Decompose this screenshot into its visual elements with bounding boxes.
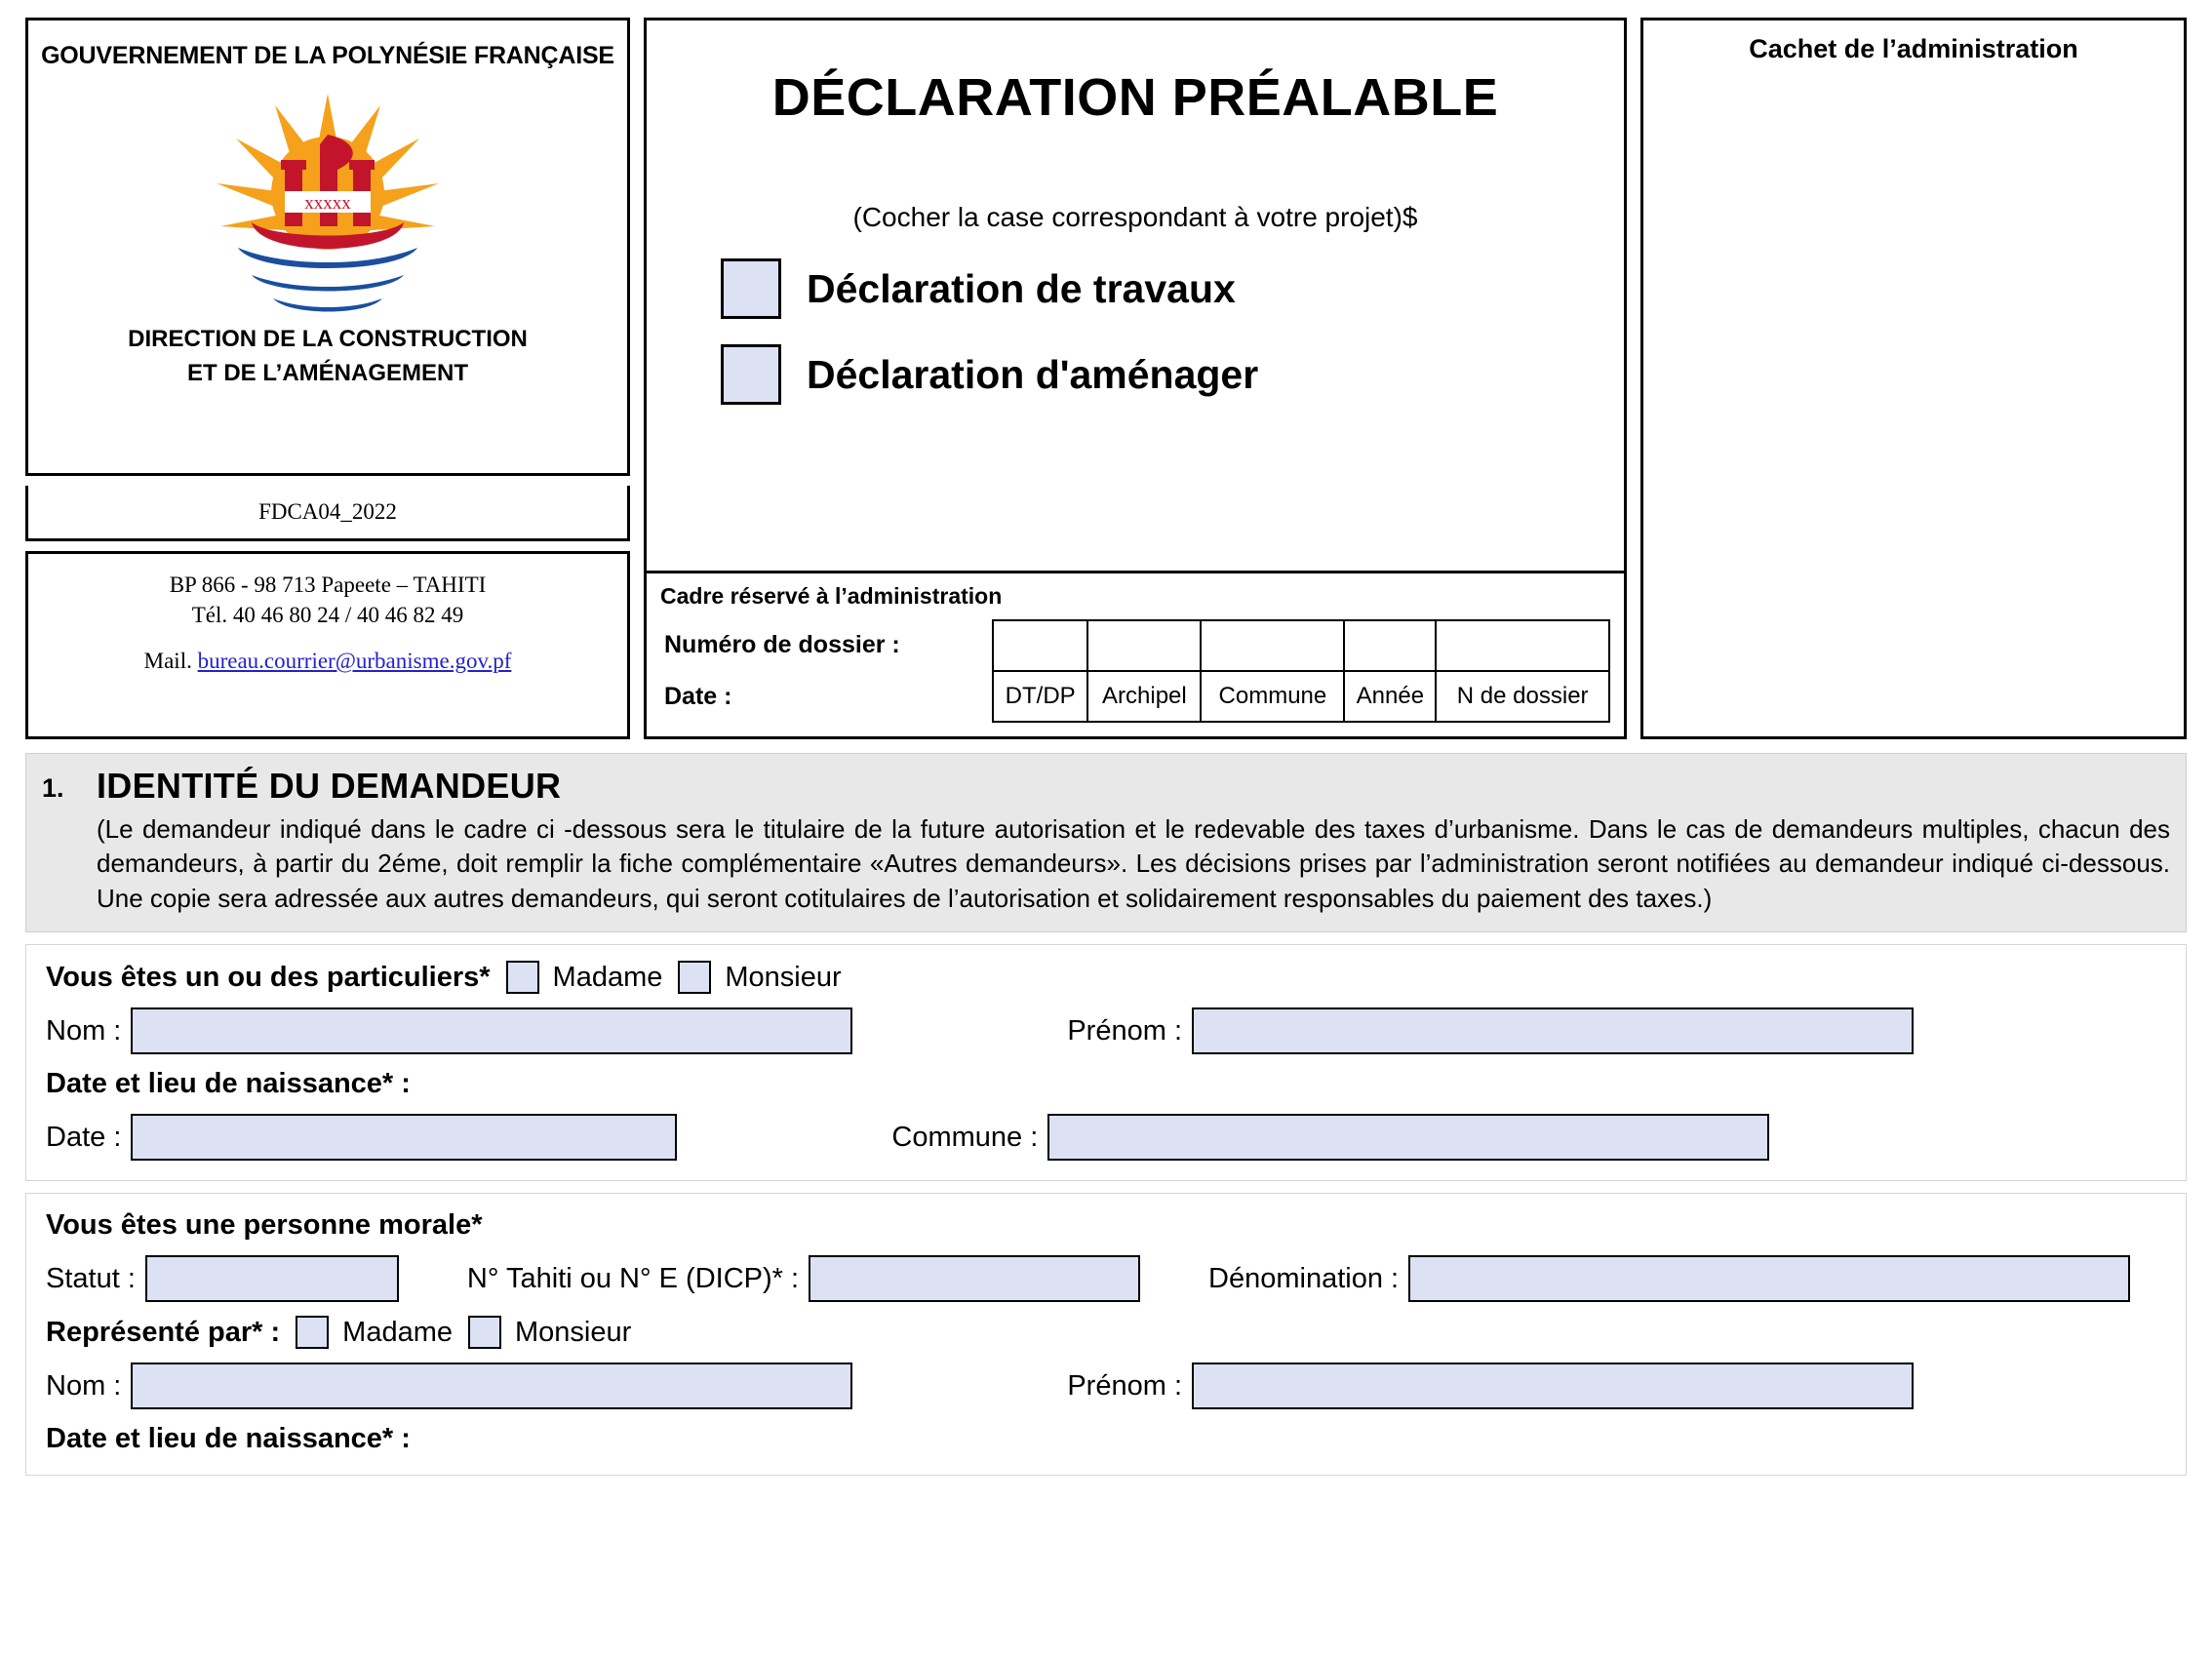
header-center-column bbox=[644, 18, 1627, 739]
government-identity-box bbox=[25, 18, 630, 476]
cachet-box bbox=[1640, 18, 2187, 739]
checkbox-morale-madame[interactable] bbox=[296, 1316, 329, 1349]
checkbox-declaration-travaux[interactable] bbox=[721, 258, 781, 319]
admin-cell-dtdp-value[interactable] bbox=[993, 620, 1087, 671]
admin-cell-archipel-value[interactable] bbox=[1087, 620, 1201, 671]
label-morale-represente: Représenté par* : bbox=[46, 1316, 281, 1348]
label-morale-tahiti: N° Tahiti ou N° E (DICP)* : bbox=[466, 1262, 800, 1294]
section-1-number: 1. bbox=[42, 773, 64, 803]
checkbox-particulier-madame[interactable] bbox=[506, 961, 539, 994]
label-particulier-naissance: Date et lieu de naissance* : bbox=[46, 1068, 411, 1100]
direction-line-2: ET DE L’AMÉNAGEMENT bbox=[186, 360, 468, 387]
particuliers-name-row bbox=[46, 1007, 2166, 1054]
label-particulier-prenom: Prénom : bbox=[1067, 1014, 1183, 1047]
option-declaration-amenager[interactable] bbox=[676, 344, 1595, 405]
government-title: GOUVERNEMENT DE LA POLYNÉSIE FRANÇAISE bbox=[41, 42, 614, 69]
morale-naissance-label-row bbox=[46, 1423, 2166, 1455]
label-particulier-monsieur: Monsieur bbox=[725, 961, 842, 993]
mail-row bbox=[36, 646, 619, 676]
input-particulier-date[interactable] bbox=[131, 1114, 677, 1161]
option-travaux-label: Déclaration de travaux bbox=[807, 265, 1236, 311]
section-1-description: (Le demandeur indiqué dans le cadre ci -dessous sera le titulaire de la future autorisation et le redevable des taxes d’urbanisme. Dans le cas de demandeurs multiples, chacun des demandeurs, à partir du 2éme, doit remplir la fiche complémentaire «Autres demandeurs». Les décisions prises par l’administration seront notifiées au demandeur indiqué ci-dessous. Une copie sera adressée aux autres demandeurs, qui seront cotitulaires de l’autorisation et solidairement responsables du paiement des taxes.) bbox=[97, 814, 2170, 913]
morale-heading-row bbox=[46, 1209, 2166, 1242]
checkbox-morale-monsieur[interactable] bbox=[468, 1316, 501, 1349]
page-title: DÉCLARATION PRÉALABLE bbox=[771, 68, 1499, 127]
input-particulier-commune[interactable] bbox=[1047, 1114, 1769, 1161]
admin-block-title: Cadre réservé à l’administration bbox=[660, 583, 1003, 609]
morale-statut-row bbox=[46, 1255, 2166, 1302]
label-particulier-date: Date : bbox=[46, 1121, 122, 1153]
direction-line-1: DIRECTION DE LA CONSTRUCTION bbox=[128, 326, 528, 352]
title-instruction: (Cocher la case correspondant à votre projet)$ bbox=[852, 202, 1418, 232]
admin-reserved-block bbox=[644, 573, 1627, 739]
morale-name-row bbox=[46, 1363, 2166, 1409]
checkbox-declaration-amenager[interactable] bbox=[721, 344, 781, 405]
label-morale-naissance: Date et lieu de naissance* : bbox=[46, 1423, 411, 1455]
admin-col-commune: Commune bbox=[1201, 671, 1344, 722]
cachet-title: Cachet de l’administration bbox=[1749, 34, 2078, 63]
mail-label: Mail. bbox=[143, 649, 192, 674]
panel-personne-morale bbox=[25, 1193, 2187, 1476]
label-particulier-nom: Nom : bbox=[46, 1014, 122, 1047]
checkbox-particulier-monsieur[interactable] bbox=[678, 961, 711, 994]
section-1-header bbox=[25, 753, 2187, 932]
admin-label-date: Date : bbox=[664, 683, 732, 710]
label-morale-monsieur: Monsieur bbox=[514, 1316, 632, 1348]
label-particulier-madame: Madame bbox=[552, 961, 663, 993]
form-code: FDCA04_2022 bbox=[25, 486, 630, 541]
admin-cell-commune-value[interactable] bbox=[1201, 620, 1344, 671]
admin-col-archipel: Archipel bbox=[1087, 671, 1201, 722]
title-box bbox=[644, 18, 1627, 573]
label-morale-denomination: Dénomination : bbox=[1208, 1262, 1400, 1294]
morale-heading: Vous êtes une personne morale* bbox=[46, 1209, 483, 1242]
option-amenager-label: Déclaration d'aménager bbox=[807, 351, 1259, 397]
input-morale-tahiti[interactable] bbox=[809, 1255, 1140, 1302]
input-particulier-nom[interactable] bbox=[131, 1007, 852, 1054]
particuliers-naissance-label-row bbox=[46, 1068, 2166, 1100]
section-1-title: IDENTITÉ DU DEMANDEUR bbox=[97, 766, 562, 806]
label-morale-madame: Madame bbox=[342, 1316, 453, 1348]
admin-col-ndossier: N de dossier bbox=[1436, 671, 1609, 722]
address-line-1: BP 866 - 98 713 Papeete – TAHITI bbox=[169, 573, 487, 597]
admin-table-header-row bbox=[993, 671, 1609, 722]
admin-col-annee: Année bbox=[1344, 671, 1436, 722]
address-line-2: Tél. 40 46 80 24 / 40 46 82 49 bbox=[191, 603, 464, 628]
header-left-column bbox=[25, 18, 630, 739]
panel-particuliers bbox=[25, 944, 2187, 1181]
svg-text:xxxxx: xxxxx bbox=[304, 193, 351, 214]
admin-table-input-row bbox=[993, 620, 1609, 671]
label-morale-nom: Nom : bbox=[46, 1369, 122, 1402]
input-morale-statut[interactable] bbox=[145, 1255, 399, 1302]
particuliers-heading: Vous êtes un ou des particuliers* bbox=[46, 961, 491, 993]
particuliers-naissance-row bbox=[46, 1114, 2166, 1161]
input-morale-prenom[interactable] bbox=[1192, 1363, 1914, 1409]
label-particulier-commune: Commune : bbox=[891, 1121, 1039, 1153]
french-polynesia-crest-icon bbox=[191, 76, 464, 320]
admin-col-dtdp: DT/DP bbox=[993, 671, 1087, 722]
label-morale-prenom: Prénom : bbox=[1067, 1369, 1183, 1402]
morale-represente-row bbox=[46, 1316, 2166, 1349]
input-morale-nom[interactable] bbox=[131, 1363, 852, 1409]
mail-link[interactable]: bureau.courrier@urbanisme.gov.pf bbox=[197, 649, 512, 674]
input-particulier-prenom[interactable] bbox=[1192, 1007, 1914, 1054]
document-header bbox=[25, 18, 2187, 739]
input-morale-denomination[interactable] bbox=[1408, 1255, 2130, 1302]
admin-cell-ndossier-value[interactable] bbox=[1436, 620, 1609, 671]
address-box bbox=[25, 551, 630, 739]
label-morale-statut: Statut : bbox=[46, 1262, 136, 1294]
admin-cell-annee-value[interactable] bbox=[1344, 620, 1436, 671]
particuliers-heading-row bbox=[46, 961, 2166, 994]
admin-dossier-table bbox=[992, 619, 1610, 723]
admin-label-numero: Numéro de dossier : bbox=[664, 631, 900, 658]
option-declaration-travaux[interactable] bbox=[676, 258, 1595, 319]
